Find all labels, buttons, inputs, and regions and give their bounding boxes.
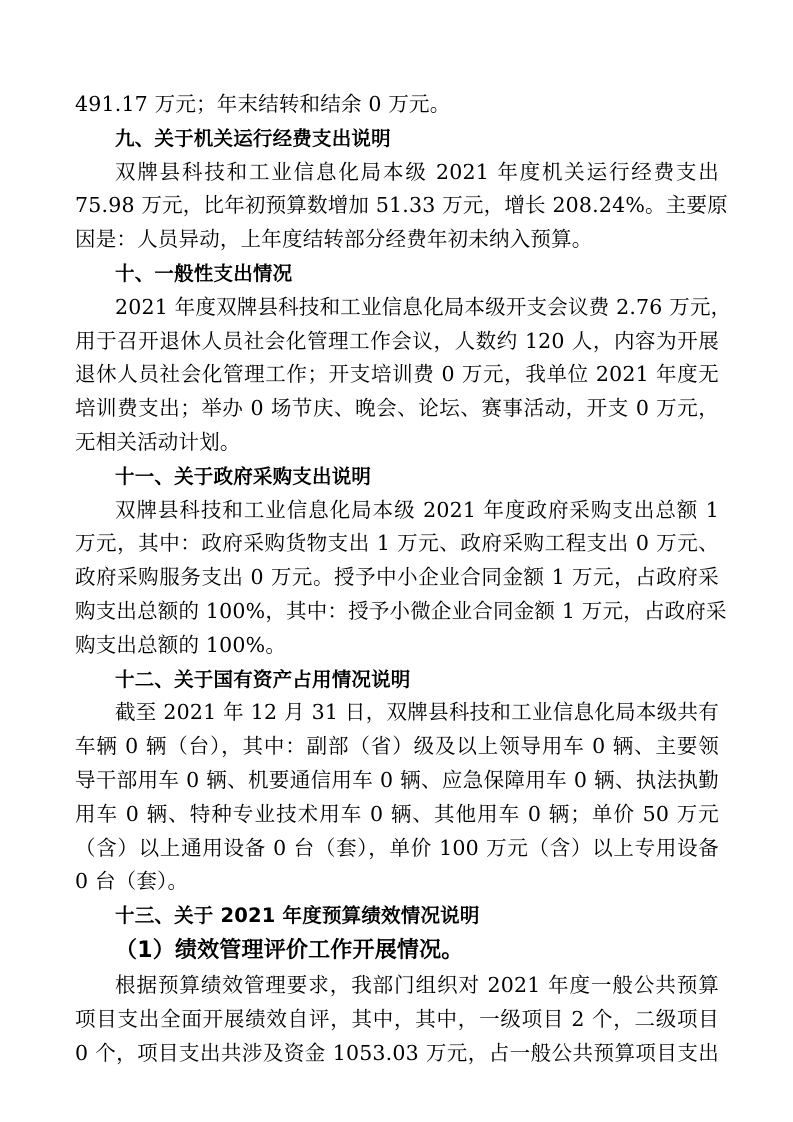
- document-body: [75, 88, 732, 1070]
- paragraph-line: 双牌县科技和工业信息化局本级 2021 年度政府采购支出总额 1: [115, 497, 719, 522]
- paragraph-line: 退休人员社会化管理工作；开支培训费 0 万元，我单位 2021 年度无: [75, 362, 719, 387]
- paragraph-line: 购支出总额的 100%。: [75, 632, 287, 657]
- section-heading-11: 十一、关于政府采购支出说明: [115, 464, 372, 488]
- section-heading-12: 十二、关于国有资产占用情况说明: [115, 667, 411, 691]
- paragraph-line: 购支出总额的 100%，其中：授予小微企业合同金额 1 万元，占政府采: [75, 598, 727, 623]
- paragraph-line: 万元，其中：政府采购货物支出 1 万元、政府采购工程支出 0 万元、: [75, 531, 719, 556]
- section-heading-10: 十、一般性支出情况: [115, 261, 293, 285]
- section-heading-13: 十三、关于 2021 年度预算绩效情况说明: [115, 904, 480, 928]
- paragraph-line: 根据预算绩效管理要求，我部门组织对 2021 年度一般公共预算: [115, 972, 719, 997]
- paragraph-line: 因是：人员异动，上年度结转部分经费年初未纳入预算。: [75, 227, 593, 252]
- paragraph-line: 用车 0 辆、特种专业技术用车 0 辆、其他用车 0 辆；单价 50 万元: [75, 801, 719, 826]
- paragraph-line: 0 个，项目支出共涉及资金 1053.03 万元，占一般公共预算项目支出: [75, 1040, 719, 1065]
- paragraph-line: 导干部用车 0 辆、机要通信用车 0 辆、应急保障用车 0 辆、执法执勤: [75, 767, 719, 792]
- paragraph-line: 双牌县科技和工业信息化局本级 2021 年度机关运行经费支出: [115, 159, 719, 184]
- paragraph-line: （含）以上通用设备 0 台（套），单价 100 万元（含）以上专用设备: [75, 835, 719, 860]
- paragraph-line: 无相关活动计划。: [75, 429, 241, 454]
- paragraph-line: 项目支出全面开展绩效自评，其中，其中，一级项目 2 个，二级项目: [75, 1006, 719, 1031]
- paragraph-line: 0 台（套）。: [75, 869, 189, 894]
- paragraph-line: 车辆 0 辆（台），其中：副部（省）级及以上领导用车 0 辆、主要领: [75, 734, 719, 759]
- paragraph-line: 培训费支出；举办 0 场节庆、晚会、论坛、赛事活动，开支 0 万元，: [75, 396, 719, 421]
- section-heading-9: 九、关于机关运行经费支出说明: [115, 126, 391, 150]
- paragraph-line: 截至 2021 年 12 月 31 日，双牌县科技和工业信息化局本级共有: [115, 700, 719, 725]
- paragraph-line: 491.17 万元；年末结转和结余 0 万元。: [75, 92, 451, 116]
- paragraph-line: 75.98 万元，比年初预算数增加 51.33 万元，增长 208.24%。主要原: [75, 193, 728, 218]
- paragraph-line: 用于召开退休人员社会化管理工作会议，人数约 120 人，内容为开展: [75, 328, 719, 353]
- paragraph-line: 2021 年度双牌县科技和工业信息化局本级开支会议费 2.76 万元，: [115, 294, 732, 319]
- subsection-heading: （1）绩效管理评价工作开展情况。: [115, 937, 464, 963]
- paragraph-line: 政府采购服务支出 0 万元。授予中小企业合同金额 1 万元，占政府采: [75, 565, 719, 590]
